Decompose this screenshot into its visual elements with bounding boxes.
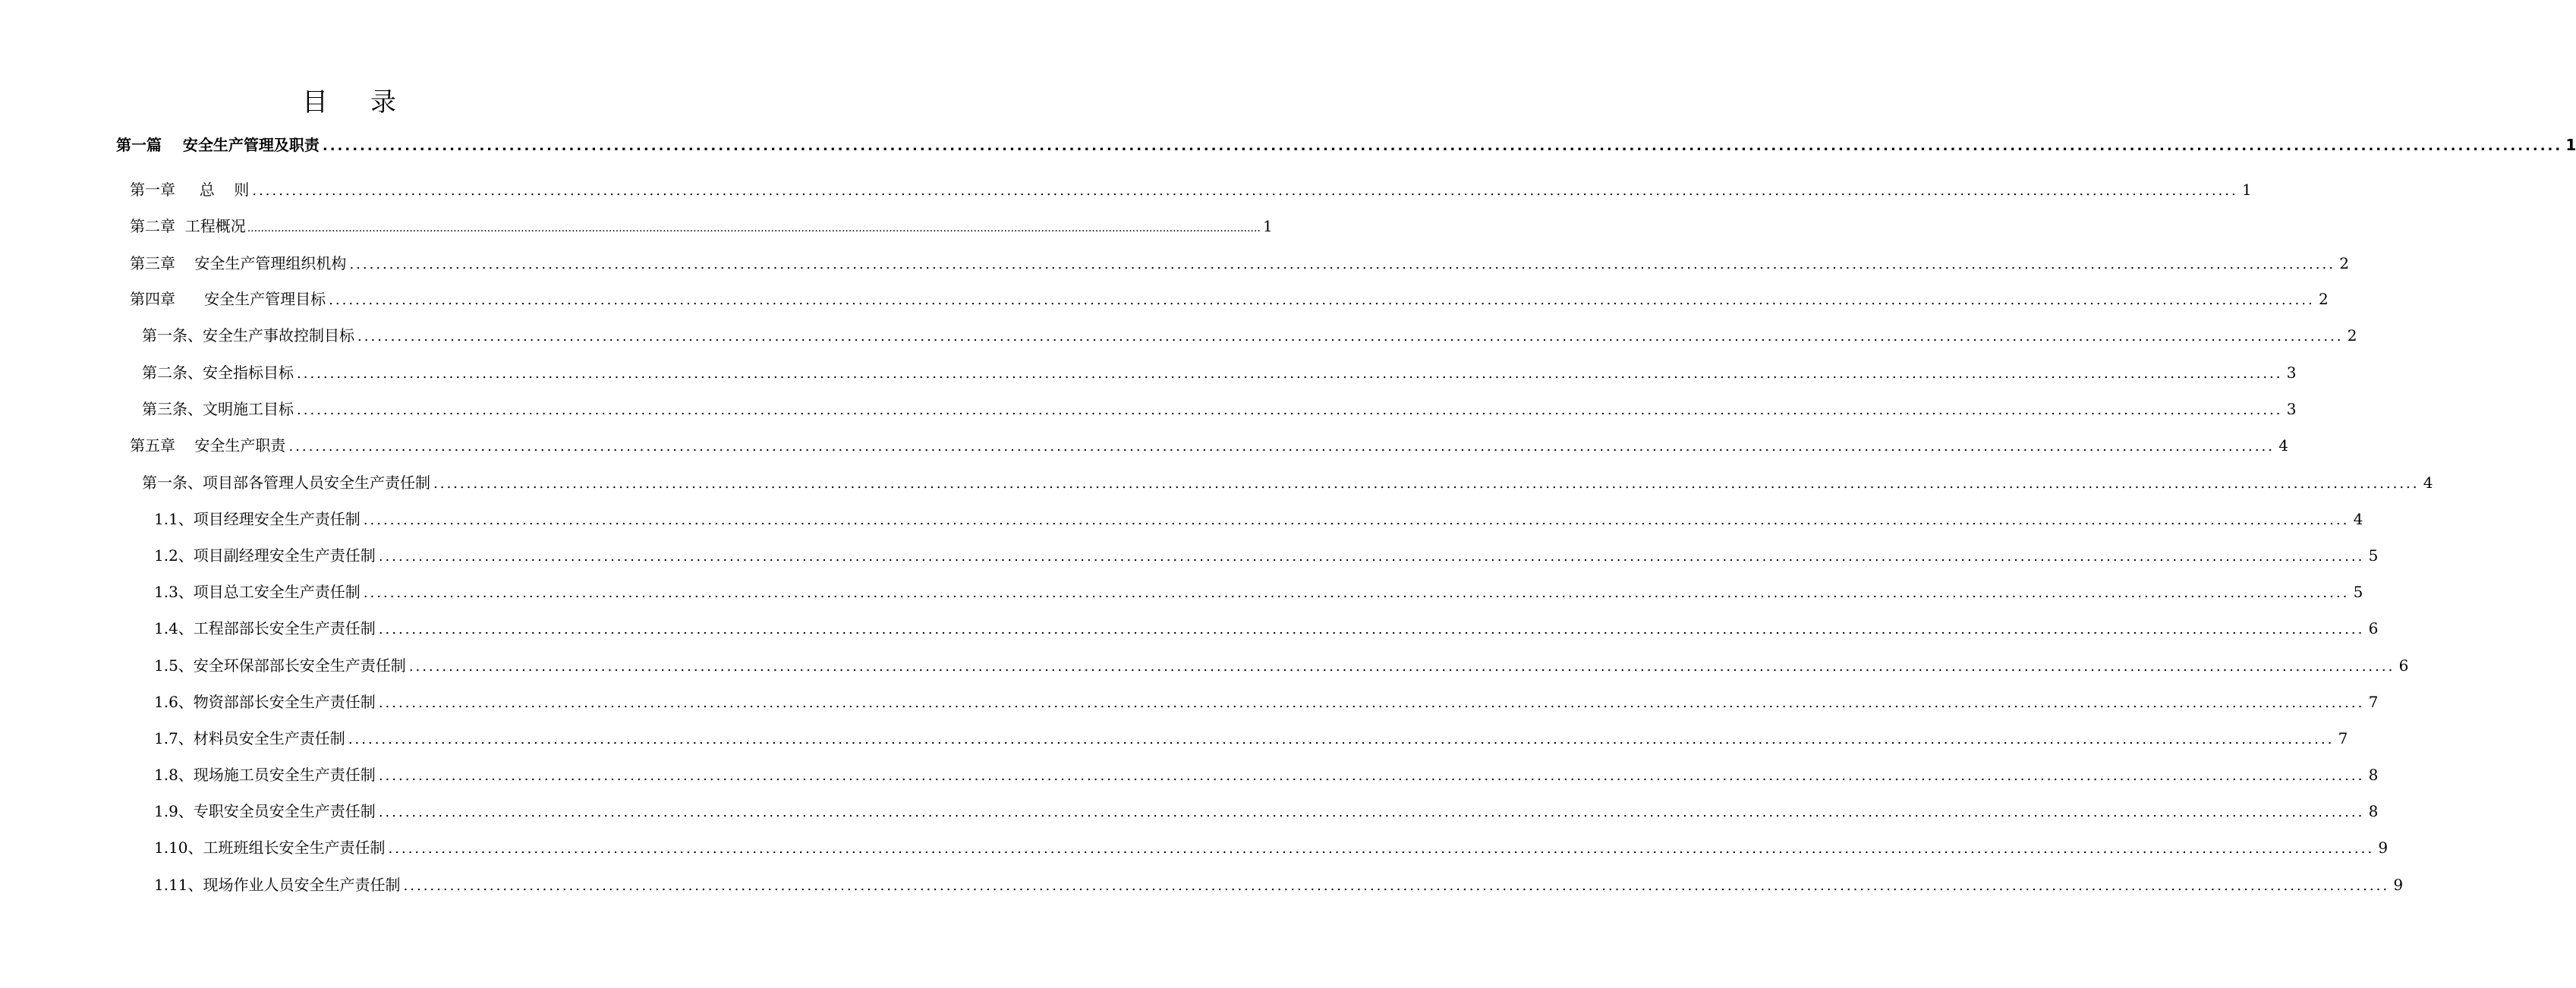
toc-dot-leader: ............................................................................................................................................................................................................................................................................................................ bbox=[363, 585, 2350, 601]
toc-entry[interactable] bbox=[154, 655, 2409, 678]
toc-page-number: 1 bbox=[2565, 136, 2576, 154]
toc-page-number: 9 bbox=[2393, 876, 2404, 894]
toc-entry[interactable] bbox=[130, 253, 2349, 275]
toc-page-number: 4 bbox=[2353, 510, 2363, 528]
toc-entry-label: 1.5、安全环保部部长安全生产责任制 bbox=[154, 656, 406, 675]
toc-dot-leader: ............................................................................................................................................................................................................................................................................................................ bbox=[378, 768, 2365, 784]
toc-dot-leader: ............................................................................................................................................................................................................................................................................................................ bbox=[288, 439, 2275, 455]
toc-dot-leader: ............................................................................................................................................................................................................................................................................................................ bbox=[388, 841, 2375, 857]
toc-entry-label: 第五章 安全生产职责 bbox=[130, 436, 286, 455]
toc-entry-label: 1.9、专职安全员安全生产责任制 bbox=[154, 802, 376, 820]
toc-dot-leader: ............................................................................................................................................................................................................................................................................................................ bbox=[378, 804, 2365, 820]
toc-page-number: 2 bbox=[2318, 290, 2329, 308]
toc-dot-leader: ............................................................................................................................................................................................................................................................................................................ bbox=[297, 366, 2283, 382]
toc-page-number: 5 bbox=[2368, 546, 2379, 565]
toc-entry-label: 第一条、项目部各管理人员安全生产责任制 bbox=[142, 474, 430, 492]
toc-entry-label: 1.3、项目总工安全生产责任制 bbox=[154, 583, 361, 601]
toc-entry[interactable] bbox=[130, 179, 2252, 202]
toc-entry[interactable] bbox=[154, 874, 2404, 897]
toc-page-number: 6 bbox=[2368, 619, 2379, 637]
toc-entry[interactable] bbox=[130, 216, 1273, 239]
toc-entry[interactable] bbox=[142, 325, 2357, 348]
toc-entry[interactable] bbox=[130, 435, 2288, 458]
toc-entry-label: 1.6、物资部部长安全生产责任制 bbox=[154, 693, 376, 711]
toc-dot-leader: ............................................................................................................................................................................................................................................................................................................ bbox=[252, 183, 2238, 199]
toc-entry[interactable] bbox=[154, 618, 2379, 640]
toc-page-number: 1 bbox=[1263, 217, 1273, 235]
toc-dot-leader: ............................................................................................................................................................................................................................................................................................................ bbox=[349, 256, 2335, 272]
toc-entry[interactable] bbox=[142, 362, 2297, 385]
toc-entry[interactable] bbox=[154, 764, 2379, 787]
toc-entry-label: 1.2、项目副经理安全生产责任制 bbox=[154, 546, 376, 565]
toc-dot-leader: ............................................................................................................................................................................................................................................................................................................ bbox=[363, 512, 2350, 528]
toc-entry[interactable] bbox=[154, 837, 2389, 860]
toc-dot-leader: ............................................................................................................................................................................................................................................................................................................ bbox=[348, 732, 2335, 747]
toc-entry-label: 1.4、工程部部长安全生产责任制 bbox=[154, 619, 376, 637]
toc-page-number: 3 bbox=[2286, 363, 2297, 382]
toc-entry-label: 第二章 工程概况 bbox=[130, 217, 246, 235]
toc-page-number: 2 bbox=[2339, 254, 2349, 272]
toc-dot-leader: ............................................................................................................................................................................................................................................................................................................ bbox=[329, 292, 2315, 308]
toc-entry[interactable] bbox=[154, 508, 2363, 531]
toc-page-number: 6 bbox=[2398, 656, 2409, 675]
toc-entry-label: 第一篇 安全生产管理及职责 bbox=[116, 136, 320, 154]
toc-dot-leader: ............................................................................................................................................................................................................................................................................................................ bbox=[378, 621, 2365, 637]
toc-title bbox=[0, 83, 698, 121]
toc-page-number: 4 bbox=[2423, 474, 2433, 492]
toc-dot-leader: ............................................................................................................................................................................................................................................................................................................ bbox=[322, 138, 2563, 154]
toc-page-number: 7 bbox=[2368, 693, 2379, 711]
toc-dot-leader: ............................................................................................................................................................................................................................................................................................................ bbox=[378, 695, 2365, 711]
toc-entry[interactable] bbox=[142, 398, 2297, 421]
toc-entry[interactable] bbox=[154, 545, 2379, 568]
toc-entry-label: 1.10、工班班组长安全生产责任制 bbox=[154, 839, 386, 857]
toc-entry[interactable] bbox=[154, 801, 2379, 823]
toc-entry-label: 第三条、文明施工目标 bbox=[142, 400, 294, 418]
toc-entry-label: 1.1、项目经理安全生产责任制 bbox=[154, 510, 361, 528]
toc-page-number: 4 bbox=[2278, 436, 2288, 455]
toc-page-number: 5 bbox=[2353, 583, 2363, 601]
toc-entry[interactable] bbox=[116, 134, 2576, 157]
toc-title-char-2: 录 bbox=[370, 87, 396, 118]
toc-dot-leader: ............................................................................................................................................................................................................................................................................................................ bbox=[357, 329, 2344, 345]
toc-page-number: 7 bbox=[2338, 729, 2348, 747]
toc-entry-label: 1.11、现场作业人员安全生产责任制 bbox=[154, 876, 401, 894]
toc-dot-leader: ............................................................................................................................................................................................................................................................................................................ bbox=[297, 402, 2283, 418]
toc-page-number: 8 bbox=[2368, 766, 2379, 784]
toc-dot-leader: ............................................................................................................................................................................................................................................................................................................ bbox=[433, 476, 2420, 492]
toc-dot-leader: ............................................................................................................................................................................................................................................................................................................ bbox=[247, 222, 1261, 234]
toc-entry[interactable] bbox=[154, 728, 2348, 750]
toc-page-number: 8 bbox=[2368, 802, 2379, 820]
toc-page-number: 2 bbox=[2347, 326, 2357, 345]
toc-entry-label: 1.8、现场施工员安全生产责任制 bbox=[154, 766, 376, 784]
toc-entry-label: 1.7、材料员安全生产责任制 bbox=[154, 729, 345, 747]
toc-entry[interactable] bbox=[154, 581, 2363, 604]
toc-title-char-1: 目 bbox=[302, 87, 328, 118]
toc-entry-label: 第二条、安全指标目标 bbox=[142, 363, 294, 382]
toc-dot-leader: ............................................................................................................................................................................................................................................................................................................ bbox=[408, 659, 2395, 675]
toc-page-number: 1 bbox=[2242, 181, 2252, 199]
toc-entry-label: 第四章 安全生产管理目标 bbox=[130, 290, 326, 308]
toc-entry-label: 第一条、安全生产事故控制目标 bbox=[142, 326, 354, 345]
toc-entry[interactable] bbox=[142, 472, 2433, 495]
toc-dot-leader: ............................................................................................................................................................................................................................................................................................................ bbox=[403, 878, 2390, 894]
toc-entry-label: 第一章 总 则 bbox=[130, 181, 250, 199]
toc-dot-leader: ............................................................................................................................................................................................................................................................................................................ bbox=[378, 549, 2365, 565]
toc-page-number: 9 bbox=[2378, 839, 2389, 857]
toc-page-number: 3 bbox=[2286, 400, 2297, 418]
toc-entry[interactable] bbox=[154, 691, 2379, 714]
toc-entry-label: 第三章 安全生产管理组织机构 bbox=[130, 254, 347, 272]
toc-entry[interactable] bbox=[130, 288, 2329, 311]
